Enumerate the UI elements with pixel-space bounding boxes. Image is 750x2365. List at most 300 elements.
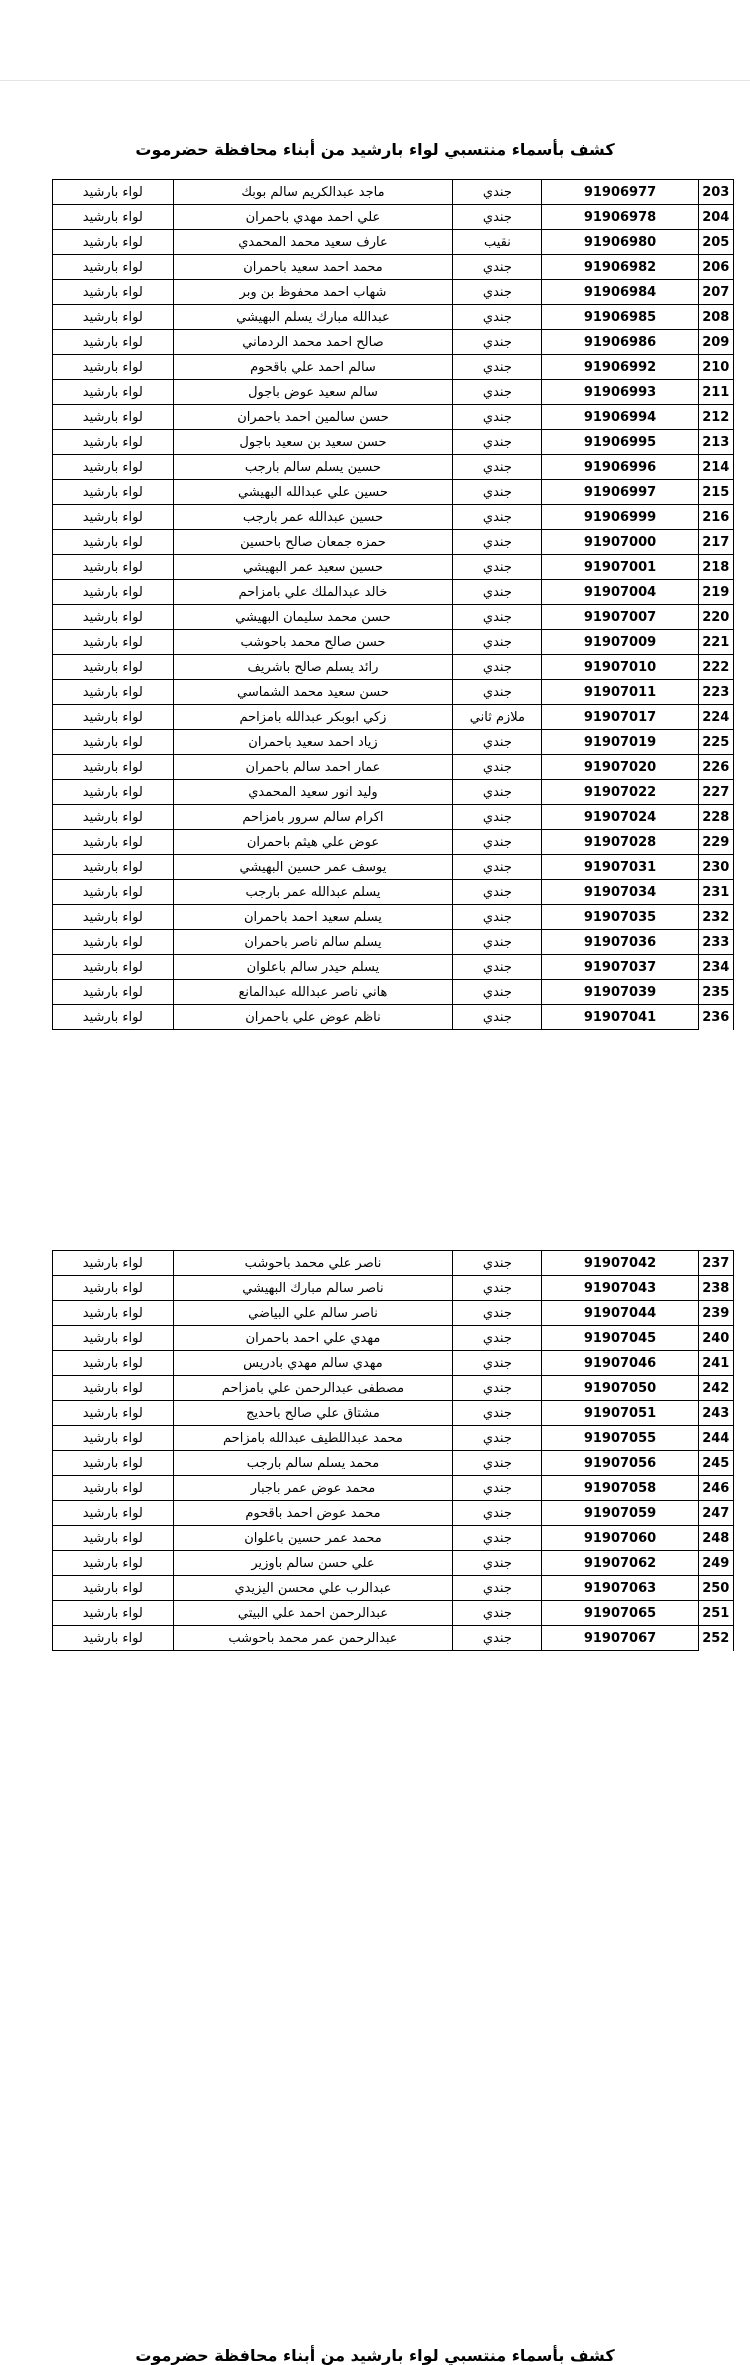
- rank-cell: جندي: [453, 1601, 542, 1626]
- serial-number-cell: 230: [698, 855, 733, 880]
- serial-number-cell: 204: [698, 205, 733, 230]
- table-row: [53, 980, 734, 1005]
- military-number-cell: 91906986: [542, 330, 698, 355]
- table-row: [53, 755, 734, 780]
- serial-number-cell: 210: [698, 355, 733, 380]
- table-row: [53, 1451, 734, 1476]
- full-name-cell: عارف سعيد محمد المحمدي: [173, 230, 453, 255]
- serial-number-cell: 252: [698, 1626, 733, 1651]
- unit-cell: لواء بارشيد: [53, 630, 174, 655]
- military-number-cell: 91907022: [542, 780, 698, 805]
- full-name-cell: خالد عبدالملك علي بامزاحم: [173, 580, 453, 605]
- table-row: [53, 805, 734, 830]
- full-name-cell: علي حسن سالم باوزير: [173, 1551, 453, 1576]
- rank-cell: نقيب: [453, 230, 542, 255]
- full-name-cell: حمزه جمعان صالح باحسين: [173, 530, 453, 555]
- full-name-cell: محمد احمد سعيد باحمران: [173, 255, 453, 280]
- full-name-cell: عبدالرب علي محسن اليزيدي: [173, 1576, 453, 1601]
- full-name-cell: ناظم عوض علي باحمران: [173, 1005, 453, 1030]
- serial-number-cell: 247: [698, 1501, 733, 1526]
- military-number-cell: 91906985: [542, 305, 698, 330]
- military-number-cell: 91907031: [542, 855, 698, 880]
- military-number-cell: 91907067: [542, 1626, 698, 1651]
- full-name-cell: عبدالله مبارك يسلم البهيشي: [173, 305, 453, 330]
- military-number-cell: 91906977: [542, 180, 698, 205]
- serial-number-cell: 203: [698, 180, 733, 205]
- full-name-cell: حسن سالمين احمد باحمران: [173, 405, 453, 430]
- rank-cell: جندي: [453, 255, 542, 280]
- serial-number-cell: 219: [698, 580, 733, 605]
- rank-cell: جندي: [453, 1476, 542, 1501]
- full-name-cell: يسلم سالم ناصر باحمران: [173, 930, 453, 955]
- military-number-cell: 91907056: [542, 1451, 698, 1476]
- full-name-cell: عمار احمد سالم باحمران: [173, 755, 453, 780]
- full-name-cell: محمد عبداللطيف عبدالله بامزاحم: [173, 1426, 453, 1451]
- rank-cell: جندي: [453, 280, 542, 305]
- serial-number-cell: 239: [698, 1301, 733, 1326]
- rank-cell: جندي: [453, 530, 542, 555]
- unit-cell: لواء بارشيد: [53, 580, 174, 605]
- serial-number-cell: 240: [698, 1326, 733, 1351]
- unit-cell: لواء بارشيد: [53, 1401, 174, 1426]
- unit-cell: لواء بارشيد: [53, 705, 174, 730]
- table-row: [53, 905, 734, 930]
- rank-cell: جندي: [453, 555, 542, 580]
- full-name-cell: زياد احمد سعيد باحمران: [173, 730, 453, 755]
- page-title: كشف بأسماء منتسبي لواء بارشيد من أبناء محافظة حضرموت: [135, 140, 615, 159]
- rank-cell: جندي: [453, 880, 542, 905]
- military-number-cell: 91907004: [542, 580, 698, 605]
- rank-cell: جندي: [453, 1251, 542, 1276]
- table-row: [53, 1476, 734, 1501]
- full-name-cell: حسن سعيد بن سعيد باجول: [173, 430, 453, 455]
- full-name-cell: اكرام سالم سرور بامزاحم: [173, 805, 453, 830]
- unit-cell: لواء بارشيد: [53, 955, 174, 980]
- full-name-cell: يوسف عمر حسين البهيشي: [173, 855, 453, 880]
- table-row: [53, 1351, 734, 1376]
- unit-cell: لواء بارشيد: [53, 305, 174, 330]
- table-row: [53, 1426, 734, 1451]
- serial-number-cell: 250: [698, 1576, 733, 1601]
- table-row: [53, 1401, 734, 1426]
- table-row: [53, 230, 734, 255]
- military-number-cell: 91907034: [542, 880, 698, 905]
- unit-cell: لواء بارشيد: [53, 1351, 174, 1376]
- serial-number-cell: 249: [698, 1551, 733, 1576]
- military-number-cell: 91907001: [542, 555, 698, 580]
- serial-number-cell: 207: [698, 280, 733, 305]
- unit-cell: لواء بارشيد: [53, 780, 174, 805]
- table-row: [53, 1276, 734, 1301]
- full-name-cell: عبدالرحمن عمر محمد باحوشب: [173, 1626, 453, 1651]
- serial-number-cell: 235: [698, 980, 733, 1005]
- serial-number-cell: 218: [698, 555, 733, 580]
- military-number-cell: 91906980: [542, 230, 698, 255]
- table-row: [53, 355, 734, 380]
- full-name-cell: حسن محمد سليمان البهيشي: [173, 605, 453, 630]
- table-row: [53, 830, 734, 855]
- full-name-cell: حسين عبدالله عمر بارجب: [173, 505, 453, 530]
- table-row: [53, 305, 734, 330]
- rank-cell: جندي: [453, 1426, 542, 1451]
- table-row: [53, 280, 734, 305]
- serial-number-cell: 227: [698, 780, 733, 805]
- military-number-cell: 91907010: [542, 655, 698, 680]
- unit-cell: لواء بارشيد: [53, 1626, 174, 1651]
- military-number-cell: 91906996: [542, 455, 698, 480]
- full-name-cell: حسن سعيد محمد الشماسي: [173, 680, 453, 705]
- military-number-cell: 91906999: [542, 505, 698, 530]
- table-row: [53, 680, 734, 705]
- table-row: [53, 1501, 734, 1526]
- unit-cell: لواء بارشيد: [53, 805, 174, 830]
- serial-number-cell: 246: [698, 1476, 733, 1501]
- serial-number-cell: 232: [698, 905, 733, 930]
- unit-cell: لواء بارشيد: [53, 680, 174, 705]
- military-number-cell: 91907046: [542, 1351, 698, 1376]
- rank-cell: جندي: [453, 605, 542, 630]
- table-row: [53, 1626, 734, 1651]
- table-row: [53, 455, 734, 480]
- serial-number-cell: 244: [698, 1426, 733, 1451]
- rank-cell: جندي: [453, 480, 542, 505]
- military-number-cell: 91907036: [542, 930, 698, 955]
- rank-cell: جندي: [453, 330, 542, 355]
- page-divider: [0, 80, 750, 81]
- military-number-cell: 91906984: [542, 280, 698, 305]
- table-row: [53, 655, 734, 680]
- unit-cell: لواء بارشيد: [53, 1251, 174, 1276]
- serial-number-cell: 215: [698, 480, 733, 505]
- unit-cell: لواء بارشيد: [53, 230, 174, 255]
- military-number-cell: 91907050: [542, 1376, 698, 1401]
- rank-cell: جندي: [453, 680, 542, 705]
- table-row: [53, 605, 734, 630]
- military-number-cell: 91906982: [542, 255, 698, 280]
- unit-cell: لواء بارشيد: [53, 755, 174, 780]
- rank-cell: جندي: [453, 1326, 542, 1351]
- serial-number-cell: 213: [698, 430, 733, 455]
- full-name-cell: عبدالرحمن احمد علي البيتي: [173, 1601, 453, 1626]
- full-name-cell: سالم سعيد عوض باجول: [173, 380, 453, 405]
- rank-cell: جندي: [453, 1626, 542, 1651]
- full-name-cell: حسين سعيد عمر البهيشي: [173, 555, 453, 580]
- rank-cell: جندي: [453, 780, 542, 805]
- military-number-cell: 91907037: [542, 955, 698, 980]
- serial-number-cell: 238: [698, 1276, 733, 1301]
- unit-cell: لواء بارشيد: [53, 605, 174, 630]
- military-number-cell: 91907017: [542, 705, 698, 730]
- unit-cell: لواء بارشيد: [53, 905, 174, 930]
- serial-number-cell: 205: [698, 230, 733, 255]
- unit-cell: لواء بارشيد: [53, 255, 174, 280]
- serial-number-cell: 222: [698, 655, 733, 680]
- table-row: [53, 530, 734, 555]
- serial-number-cell: 214: [698, 455, 733, 480]
- rank-cell: جندي: [453, 1351, 542, 1376]
- page-gap: [0, 1080, 750, 1140]
- rank-cell: جندي: [453, 380, 542, 405]
- military-number-cell: 91906993: [542, 380, 698, 405]
- unit-cell: لواء بارشيد: [53, 405, 174, 430]
- rank-cell: جندي: [453, 930, 542, 955]
- rank-cell: جندي: [453, 730, 542, 755]
- table-row: [53, 955, 734, 980]
- rank-cell: جندي: [453, 1526, 542, 1551]
- table-row: [53, 855, 734, 880]
- unit-cell: لواء بارشيد: [53, 180, 174, 205]
- full-name-cell: رائد يسلم صالح باشريف: [173, 655, 453, 680]
- unit-cell: لواء بارشيد: [53, 1376, 174, 1401]
- full-name-cell: علي احمد مهدي باحمران: [173, 205, 453, 230]
- military-number-cell: 91907028: [542, 830, 698, 855]
- rank-cell: جندي: [453, 1005, 542, 1030]
- military-number-cell: 91907019: [542, 730, 698, 755]
- full-name-cell: مهدي علي احمد باحمران: [173, 1326, 453, 1351]
- serial-number-cell: 248: [698, 1526, 733, 1551]
- unit-cell: لواء بارشيد: [53, 1426, 174, 1451]
- military-number-cell: 91907044: [542, 1301, 698, 1326]
- military-number-cell: 91907060: [542, 1526, 698, 1551]
- military-number-cell: 91907045: [542, 1326, 698, 1351]
- rank-cell: جندي: [453, 430, 542, 455]
- serial-number-cell: 241: [698, 1351, 733, 1376]
- full-name-cell: محمد عمر حسين باعلوان: [173, 1526, 453, 1551]
- personnel-table: [52, 179, 734, 1030]
- military-number-cell: 91907007: [542, 605, 698, 630]
- serial-number-cell: 237: [698, 1251, 733, 1276]
- serial-number-cell: 209: [698, 330, 733, 355]
- table-row: [53, 405, 734, 430]
- serial-number-cell: 231: [698, 880, 733, 905]
- unit-cell: لواء بارشيد: [53, 930, 174, 955]
- serial-number-cell: 221: [698, 630, 733, 655]
- rank-cell: جندي: [453, 180, 542, 205]
- military-number-cell: 91906992: [542, 355, 698, 380]
- serial-number-cell: 225: [698, 730, 733, 755]
- serial-number-cell: 226: [698, 755, 733, 780]
- military-number-cell: 91907063: [542, 1576, 698, 1601]
- rank-cell: جندي: [453, 580, 542, 605]
- unit-cell: لواء بارشيد: [53, 655, 174, 680]
- unit-cell: لواء بارشيد: [53, 430, 174, 455]
- unit-cell: لواء بارشيد: [53, 1451, 174, 1476]
- unit-cell: لواء بارشيد: [53, 355, 174, 380]
- unit-cell: لواء بارشيد: [53, 830, 174, 855]
- table-row: [53, 730, 734, 755]
- military-number-cell: 91907009: [542, 630, 698, 655]
- serial-number-cell: 212: [698, 405, 733, 430]
- unit-cell: لواء بارشيد: [53, 980, 174, 1005]
- table-row: [53, 880, 734, 905]
- full-name-cell: يسلم سعيد احمد باحمران: [173, 905, 453, 930]
- serial-number-cell: 217: [698, 530, 733, 555]
- military-number-cell: 91906994: [542, 405, 698, 430]
- rank-cell: جندي: [453, 905, 542, 930]
- unit-cell: لواء بارشيد: [53, 330, 174, 355]
- military-number-cell: 91907035: [542, 905, 698, 930]
- table-row: [53, 1326, 734, 1351]
- military-number-cell: 91907041: [542, 1005, 698, 1030]
- table-row: [53, 255, 734, 280]
- rank-cell: ملازم ثاني: [453, 705, 542, 730]
- military-number-cell: 91907024: [542, 805, 698, 830]
- unit-cell: لواء بارشيد: [53, 280, 174, 305]
- table-row: [53, 180, 734, 205]
- table-row: [53, 630, 734, 655]
- table-row: [53, 480, 734, 505]
- table-row: [53, 205, 734, 230]
- serial-number-cell: 234: [698, 955, 733, 980]
- table-row: [53, 1551, 734, 1576]
- rank-cell: جندي: [453, 755, 542, 780]
- unit-cell: لواء بارشيد: [53, 1476, 174, 1501]
- rank-cell: جندي: [453, 505, 542, 530]
- full-name-cell: محمد عوض عمر باجبار: [173, 1476, 453, 1501]
- full-name-cell: يسلم حيدر سالم باعلوان: [173, 955, 453, 980]
- rank-cell: جندي: [453, 1501, 542, 1526]
- full-name-cell: شهاب احمد محفوظ بن وبر: [173, 280, 453, 305]
- military-number-cell: 91906997: [542, 480, 698, 505]
- rank-cell: جندي: [453, 805, 542, 830]
- rank-cell: جندي: [453, 455, 542, 480]
- rank-cell: جندي: [453, 1576, 542, 1601]
- unit-cell: لواء بارشيد: [53, 1005, 174, 1030]
- military-number-cell: 91906995: [542, 430, 698, 455]
- rank-cell: جندي: [453, 955, 542, 980]
- full-name-cell: عوض علي هيثم باحمران: [173, 830, 453, 855]
- serial-number-cell: 216: [698, 505, 733, 530]
- full-name-cell: وليد انور سعيد المحمدي: [173, 780, 453, 805]
- military-number-cell: 91907058: [542, 1476, 698, 1501]
- table-row: [53, 1526, 734, 1551]
- serial-number-cell: 228: [698, 805, 733, 830]
- serial-number-cell: 220: [698, 605, 733, 630]
- table-row: [53, 1301, 734, 1326]
- rank-cell: جندي: [453, 1551, 542, 1576]
- unit-cell: لواء بارشيد: [53, 880, 174, 905]
- unit-cell: لواء بارشيد: [53, 1551, 174, 1576]
- rank-cell: جندي: [453, 1376, 542, 1401]
- unit-cell: لواء بارشيد: [53, 530, 174, 555]
- unit-cell: لواء بارشيد: [53, 1326, 174, 1351]
- table-row: [53, 780, 734, 805]
- rank-cell: جندي: [453, 980, 542, 1005]
- military-number-cell: 91907065: [542, 1601, 698, 1626]
- unit-cell: لواء بارشيد: [53, 205, 174, 230]
- full-name-cell: ناصر سالم علي البياضي: [173, 1301, 453, 1326]
- military-number-cell: 91907011: [542, 680, 698, 705]
- unit-cell: لواء بارشيد: [53, 380, 174, 405]
- rank-cell: جندي: [453, 405, 542, 430]
- table-row: [53, 1251, 734, 1276]
- full-name-cell: ناصر علي محمد باحوشب: [173, 1251, 453, 1276]
- rank-cell: جندي: [453, 855, 542, 880]
- serial-number-cell: 229: [698, 830, 733, 855]
- full-name-cell: حسن صالح محمد باحوشب: [173, 630, 453, 655]
- full-name-cell: زكي ابوبكر عبدالله بامزاحم: [173, 705, 453, 730]
- military-number-cell: 91907039: [542, 980, 698, 1005]
- personnel-table: [52, 1250, 734, 1651]
- full-name-cell: محمد عوض احمد باقحوم: [173, 1501, 453, 1526]
- rank-cell: جندي: [453, 630, 542, 655]
- table-row: [53, 1005, 734, 1030]
- full-name-cell: مصطفى عبدالرحمن علي بامزاحم: [173, 1376, 453, 1401]
- rank-cell: جندي: [453, 655, 542, 680]
- table-row: [53, 555, 734, 580]
- unit-cell: لواء بارشيد: [53, 1601, 174, 1626]
- military-number-cell: 91907055: [542, 1426, 698, 1451]
- table-row: [53, 380, 734, 405]
- full-name-cell: مهدي سالم مهدي بادريس: [173, 1351, 453, 1376]
- serial-number-cell: 224: [698, 705, 733, 730]
- full-name-cell: ماجد عبدالكريم سالم بوبك: [173, 180, 453, 205]
- serial-number-cell: 223: [698, 680, 733, 705]
- full-name-cell: مشتاق علي صالح باحديج: [173, 1401, 453, 1426]
- serial-number-cell: 236: [698, 1005, 733, 1030]
- serial-number-cell: 251: [698, 1601, 733, 1626]
- rank-cell: جندي: [453, 205, 542, 230]
- military-number-cell: 91907043: [542, 1276, 698, 1301]
- unit-cell: لواء بارشيد: [53, 1576, 174, 1601]
- full-name-cell: صالح احمد محمد الردماني: [173, 330, 453, 355]
- unit-cell: لواء بارشيد: [53, 480, 174, 505]
- serial-number-cell: 242: [698, 1376, 733, 1401]
- unit-cell: لواء بارشيد: [53, 1526, 174, 1551]
- serial-number-cell: 206: [698, 255, 733, 280]
- table-row: [53, 580, 734, 605]
- table-row: [53, 705, 734, 730]
- military-number-cell: 91907020: [542, 755, 698, 780]
- military-number-cell: 91907062: [542, 1551, 698, 1576]
- full-name-cell: ناصر سالم مبارك البهيشي: [173, 1276, 453, 1301]
- full-name-cell: هاني ناصر عبدالله عبدالمانع: [173, 980, 453, 1005]
- rank-cell: جندي: [453, 355, 542, 380]
- table-row: [53, 930, 734, 955]
- military-number-cell: 91907051: [542, 1401, 698, 1426]
- rank-cell: جندي: [453, 1301, 542, 1326]
- full-name-cell: يسلم عبدالله عمر بارجب: [173, 880, 453, 905]
- serial-number-cell: 233: [698, 930, 733, 955]
- full-name-cell: محمد يسلم سالم بارجب: [173, 1451, 453, 1476]
- unit-cell: لواء بارشيد: [53, 855, 174, 880]
- unit-cell: لواء بارشيد: [53, 455, 174, 480]
- rank-cell: جندي: [453, 830, 542, 855]
- unit-cell: لواء بارشيد: [53, 505, 174, 530]
- table-row: [53, 1376, 734, 1401]
- table-row: [53, 330, 734, 355]
- serial-number-cell: 245: [698, 1451, 733, 1476]
- full-name-cell: سالم احمد علي باقحوم: [173, 355, 453, 380]
- full-name-cell: حسين علي عبدالله البهيشي: [173, 480, 453, 505]
- table-row: [53, 430, 734, 455]
- unit-cell: لواء بارشيد: [53, 1301, 174, 1326]
- military-number-cell: 91906978: [542, 205, 698, 230]
- serial-number-cell: 208: [698, 305, 733, 330]
- rank-cell: جندي: [453, 1276, 542, 1301]
- full-name-cell: حسين يسلم سالم بارجب: [173, 455, 453, 480]
- serial-number-cell: 211: [698, 380, 733, 405]
- rank-cell: جندي: [453, 305, 542, 330]
- military-number-cell: 91907000: [542, 530, 698, 555]
- page-title: كشف بأسماء منتسبي لواء بارشيد من أبناء محافظة حضرموت: [135, 2346, 615, 2365]
- unit-cell: لواء بارشيد: [53, 730, 174, 755]
- unit-cell: لواء بارشيد: [53, 1501, 174, 1526]
- military-number-cell: 91907059: [542, 1501, 698, 1526]
- military-number-cell: 91907042: [542, 1251, 698, 1276]
- table-row: [53, 1576, 734, 1601]
- table-row: [53, 1601, 734, 1626]
